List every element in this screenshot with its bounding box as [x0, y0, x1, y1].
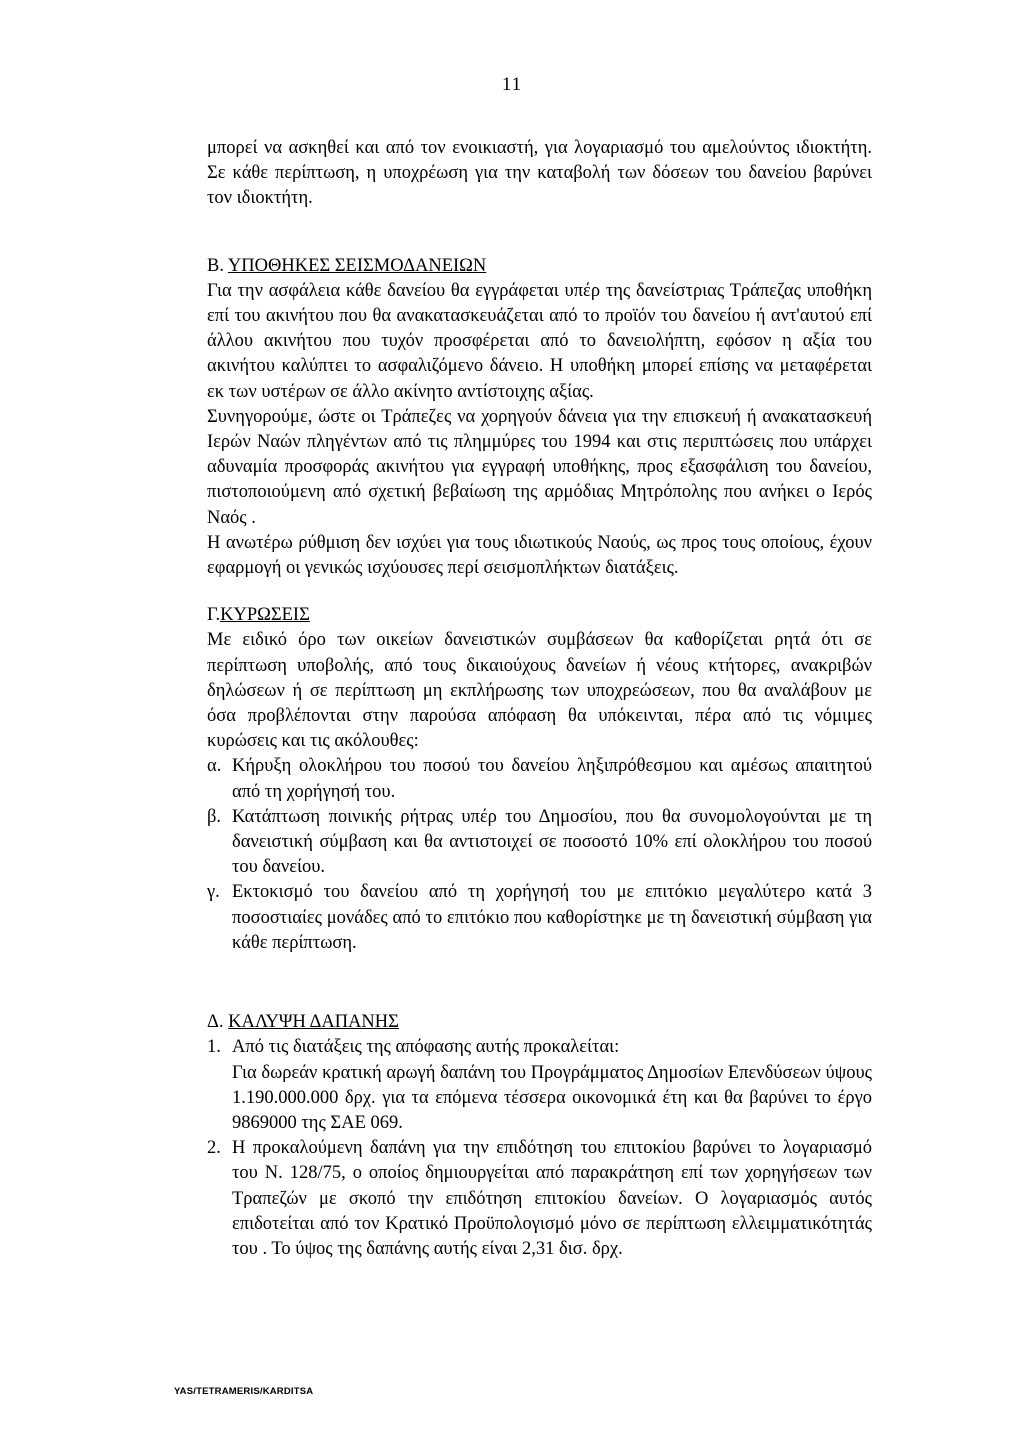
section-d-heading — [207, 1010, 872, 1035]
list-continuation: Για δωρεάν κρατική αρωγή δαπάνη του Προγράμματος Δημοσίων Επενδύσεων ύψους 1.190.000.000 δρχ. για τα επόμενα τέσσερα οικονομικά έτη και θα βαρύνει το έργο 9869000 της ΣΑΕ 069. — [232, 1062, 872, 1133]
section-b-title: ΥΠΟΘΗΚΕΣ ΣΕΙΣΜΟΔΑΝΕΙΩΝ — [227, 255, 487, 276]
list-text: Κατάπτωση ποινικής ρήτρας υπέρ του Δημοσίου, που θα συνομολογούνται με τη δανειστική σύμβαση και θα αντιστοιχεί σε ποσοστό 10% επί ολοκλήρου του ποσού του δανείου. — [232, 806, 872, 878]
section-c-intro: Με ειδικό όρο των οικείων δανειστικών συμβάσεων θα καθορίζεται ρητά ότι σε περίπτωση υποβολής, από τους δικαιούχους δανείων ή νέους κτήτορες, ανακριβών δηλώσεων ή σε περίπτωση μη εκπλήρωσης των υποχρεώσεων, που θα αναλάβουν με όσα προβλέπονται στην παρούσα απόφαση θα υπόκεινται, πέρα από τις νόμιμες κυρώσεις και τις ακόλουθες: — [207, 630, 872, 752]
list-text: Κήρυξη ολοκλήρου του ποσού του δανείου ληξιπρόθεσμου και αμέσως απαιτητού από τη χορήγησή του. — [232, 756, 872, 802]
section-b-heading — [207, 254, 872, 279]
list-text: Από τις διατάξεις της απόφασης αυτής προκαλείται: — [232, 1037, 620, 1058]
list-text: Εκτοκισμό του δανείου από τη χορήγησή του με επιτόκιο μεγαλύτερο κατά 3 ποσοστιαίες μονάδες από το επιτόκιο που καθορίστηκε με τη δανειστική σύμβαση για κάθε περίπτωση. — [232, 882, 872, 953]
list-marker: γ. — [207, 882, 220, 903]
list-marker: β. — [207, 806, 222, 827]
intro-paragraph: μπορεί να ασκηθεί και από τον ενοικιαστή, για λογαριασμό του αμελούντος ιδιοκτήτη. Σε κάθε περίπτωση, η υποχρέωση για την καταβολή των δόσεων του δανείου βαρύνει τον ιδιοκτήτη. — [207, 138, 872, 209]
list-item — [207, 1035, 872, 1060]
list-marker: 2. — [207, 1138, 221, 1159]
section-c-prefix: Γ. — [207, 605, 221, 626]
section-b-paragraph: Η ανωτέρω ρύθμιση δεν ισχύει για τους ιδιωτικούς Ναούς, ως προς τους οποίους, έχουν εφαρμογή οι γενικώς ισχύουσες περί σεισμοπλήκτων διατάξεις. — [207, 532, 872, 579]
document-body — [207, 136, 872, 1262]
list-item — [207, 805, 872, 881]
list-item — [207, 1136, 872, 1262]
footer-code: YAS/TETRAMERIS/KARDITSA — [174, 1386, 314, 1397]
section-b-paragraph: Συνηγορούμε, ώστε οι Τράπεζες να χορηγούν δάνεια για την επισκευή ή ανακατασκευή Ιερών Ναών πληγέντων από τις πλημμύρες του 1994 και στις περιπτώσεις που υπάρχει αδυναμία προσφοράς ακινήτου για εγγραφή υποθήκης, προς εξασφάλιση του δανείου, πιστοποιούμενη από σχετική βεβαίωση της αρμόδιας Μητρόπολης που ανήκει ο Ιερός Ναός . — [207, 406, 872, 528]
list-text: Η προκαλούμενη δαπάνη για την επιδότηση του επιτοκίου βαρύνει το λογαριασμό του Ν. 128/75, ο οποίος δημιουργείται από παρακράτηση επί των χορηγήσεων των Τραπεζών με σκοπό την επιδότηση επιτοκίου δανείων. Ο λογαριασμός αυτός επιδοτείται από τον Κρατικό Προϋπολογισμό μόνο σε περίπτωση ελλειμματικότητάς του . Το ύψος της δαπάνης αυτής είναι 2,31 δισ. δρχ. — [232, 1138, 872, 1259]
section-b-paragraph: Για την ασφάλεια κάθε δανείου θα εγγράφεται υπέρ της δανείστριας Τράπεζας υποθήκη επί του ακινήτου που θα ανακατασκευάζεται από το προϊόν του δανείου ή αντ'αυτού επί άλλου ακινήτου που τυχόν προσφέρεται από το δανειολήπτη, εφόσον η αξία του ακινήτου καλύπτει το ασφαλιζόμενο δάνειο. Η υποθήκη μπορεί επίσης να μεταφέρεται εκ των υστέρων σε άλλο ακίνητο αντίστοιχης αξίας. — [207, 280, 872, 402]
list-marker: α. — [207, 756, 222, 777]
section-d-prefix: Δ. — [207, 1012, 229, 1033]
page-number: 11 — [501, 74, 523, 95]
section-c-title: ΚΥΡΩΣΕΙΣ — [220, 605, 310, 626]
section-b-prefix: Β. — [207, 255, 228, 276]
list-item — [207, 880, 872, 956]
section-d-title: ΚΑΛΥΨΗ ΔΑΠΑΝΗΣ — [228, 1012, 399, 1033]
list-marker: 1. — [207, 1037, 221, 1058]
list-item — [207, 754, 872, 804]
section-c-heading — [207, 603, 872, 628]
